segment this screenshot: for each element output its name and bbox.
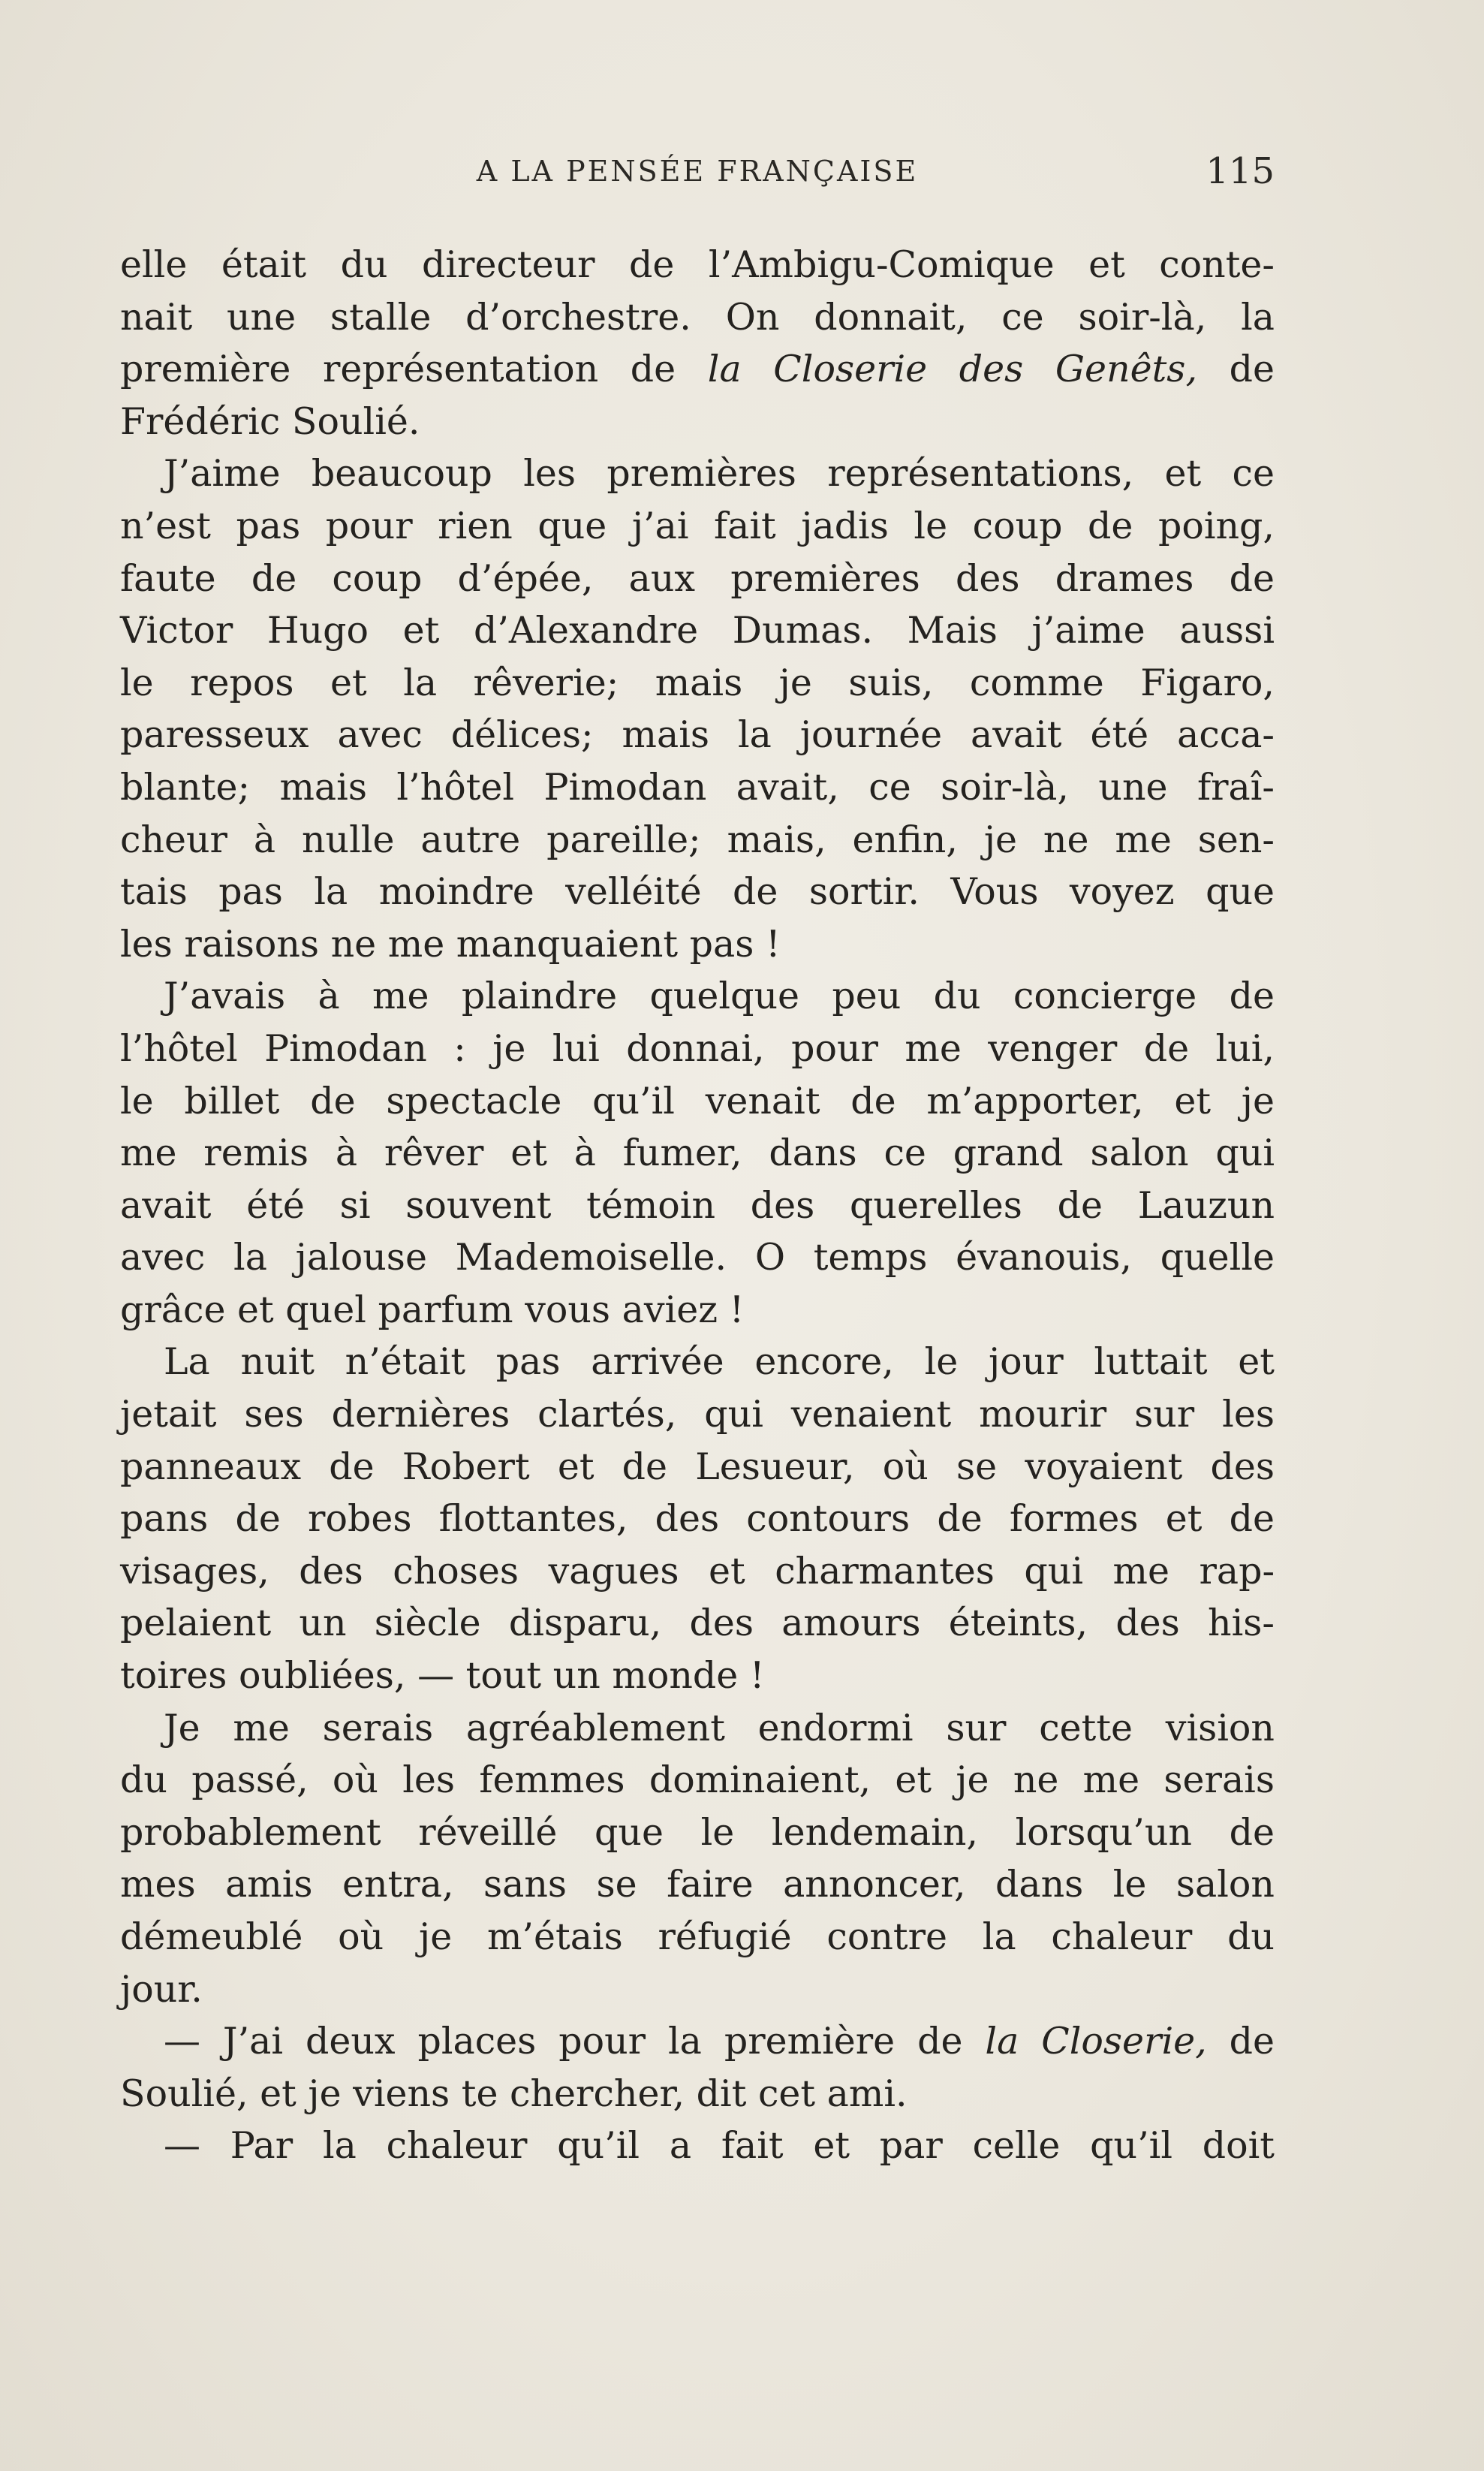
text-line: Frédéric Soulié.	[120, 399, 420, 443]
text-line: Victor Hugo et d’Alexandre Dumas. Mais j’aime aussi	[120, 609, 1275, 652]
text-line: visages, des choses vagues et charmantes qui me rap-	[120, 1549, 1275, 1593]
text-line: faute de coup d’épée, aux premières des drames de	[120, 556, 1275, 600]
text-line: toires oubliées, — tout un monde !	[120, 1654, 765, 1698]
text-line: démeublé où je m’étais réfugié contre la chaleur du	[120, 1915, 1275, 1958]
text-line: tais pas la moindre velléité de sortir. Vous voyez que	[120, 870, 1275, 914]
text-line: probablement réveillé que le lendemain, lorsqu’un de	[120, 1810, 1275, 1854]
text-line: grâce et quel parfum vous aviez !	[120, 1288, 745, 1331]
text-line: nait une stalle d’orchestre. On donnait, ce soir-là, la	[120, 295, 1275, 339]
text-line: La nuit n’était pas arrivée encore, le jour luttait et	[164, 1340, 1275, 1384]
text-line: les raisons ne me manquaient pas !	[120, 922, 781, 966]
text-line: elle était du directeur de l’Ambigu-Comique et conte-	[120, 243, 1275, 286]
running-title: A LA PENSÉE FRANÇAISE	[476, 155, 919, 188]
page-number: 115	[1206, 150, 1275, 192]
text-line: mes amis entra, sans se faire annoncer, dans le salon	[120, 1863, 1275, 1906]
play-title-italic: la Closerie,	[985, 2020, 1207, 2063]
text-line: le repos et la rêverie; mais je suis, comme Figaro,	[120, 661, 1275, 704]
text-line: n’est pas pour rien que j’ai fait jadis le coup de poing,	[120, 504, 1275, 547]
body-text	[120, 239, 1275, 2172]
page-header	[120, 150, 1275, 203]
text-line: pans de robes flottantes, des contours de formes et de	[120, 1497, 1275, 1541]
text-line: jour.	[120, 1967, 203, 2011]
text-line: cheur à nulle autre pareille; mais, enfin, je ne me sen-	[120, 818, 1275, 861]
text-line: — Par la chaleur qu’il a fait et par celle qu’il doit	[164, 2124, 1275, 2168]
text-line: blante; mais l’hôtel Pimodan avait, ce soir-là, une fraî-	[120, 765, 1275, 809]
text-line: le billet de spectacle qu’il venait de m’apporter, et je	[120, 1079, 1275, 1122]
text-line: première représentation de la Closerie des Genêts, de	[120, 348, 1275, 391]
text-line: me remis à rêver et à fumer, dans ce grand salon qui	[120, 1132, 1275, 1175]
text-line: avait été si souvent témoin des querelles de Lauzun	[120, 1183, 1275, 1227]
text-line: J’aime beaucoup les premières représentations, et ce	[164, 452, 1275, 496]
text-line: avec la jalouse Mademoiselle. O temps évanouis, quelle	[120, 1236, 1275, 1279]
text-line: panneaux de Robert et de Lesueur, où se voyaient des	[120, 1445, 1275, 1488]
text-line: l’hôtel Pimodan : je lui donnai, pour me venger de lui,	[120, 1026, 1275, 1070]
text-line: jetait ses dernières clartés, qui venaient mourir sur les	[120, 1393, 1275, 1436]
text-line: pelaient un siècle disparu, des amours éteints, des his-	[120, 1602, 1275, 1645]
text-line: Soulié, et je viens te chercher, dit cet ami.	[120, 2072, 908, 2115]
text-line: — J’ai deux places pour la première de la Closerie, de	[164, 2020, 1275, 2063]
play-title-italic: la Closerie des Genêts,	[707, 348, 1198, 391]
text-line: Je me serais agréablement endormi sur cette vision	[164, 1706, 1275, 1749]
text-line: paresseux avec délices; mais la journée avait été acca-	[120, 713, 1275, 757]
text-line: J’avais à me plaindre quelque peu du concierge de	[164, 975, 1275, 1018]
text-line: du passé, où les femmes dominaient, et je ne me serais	[120, 1758, 1275, 1802]
